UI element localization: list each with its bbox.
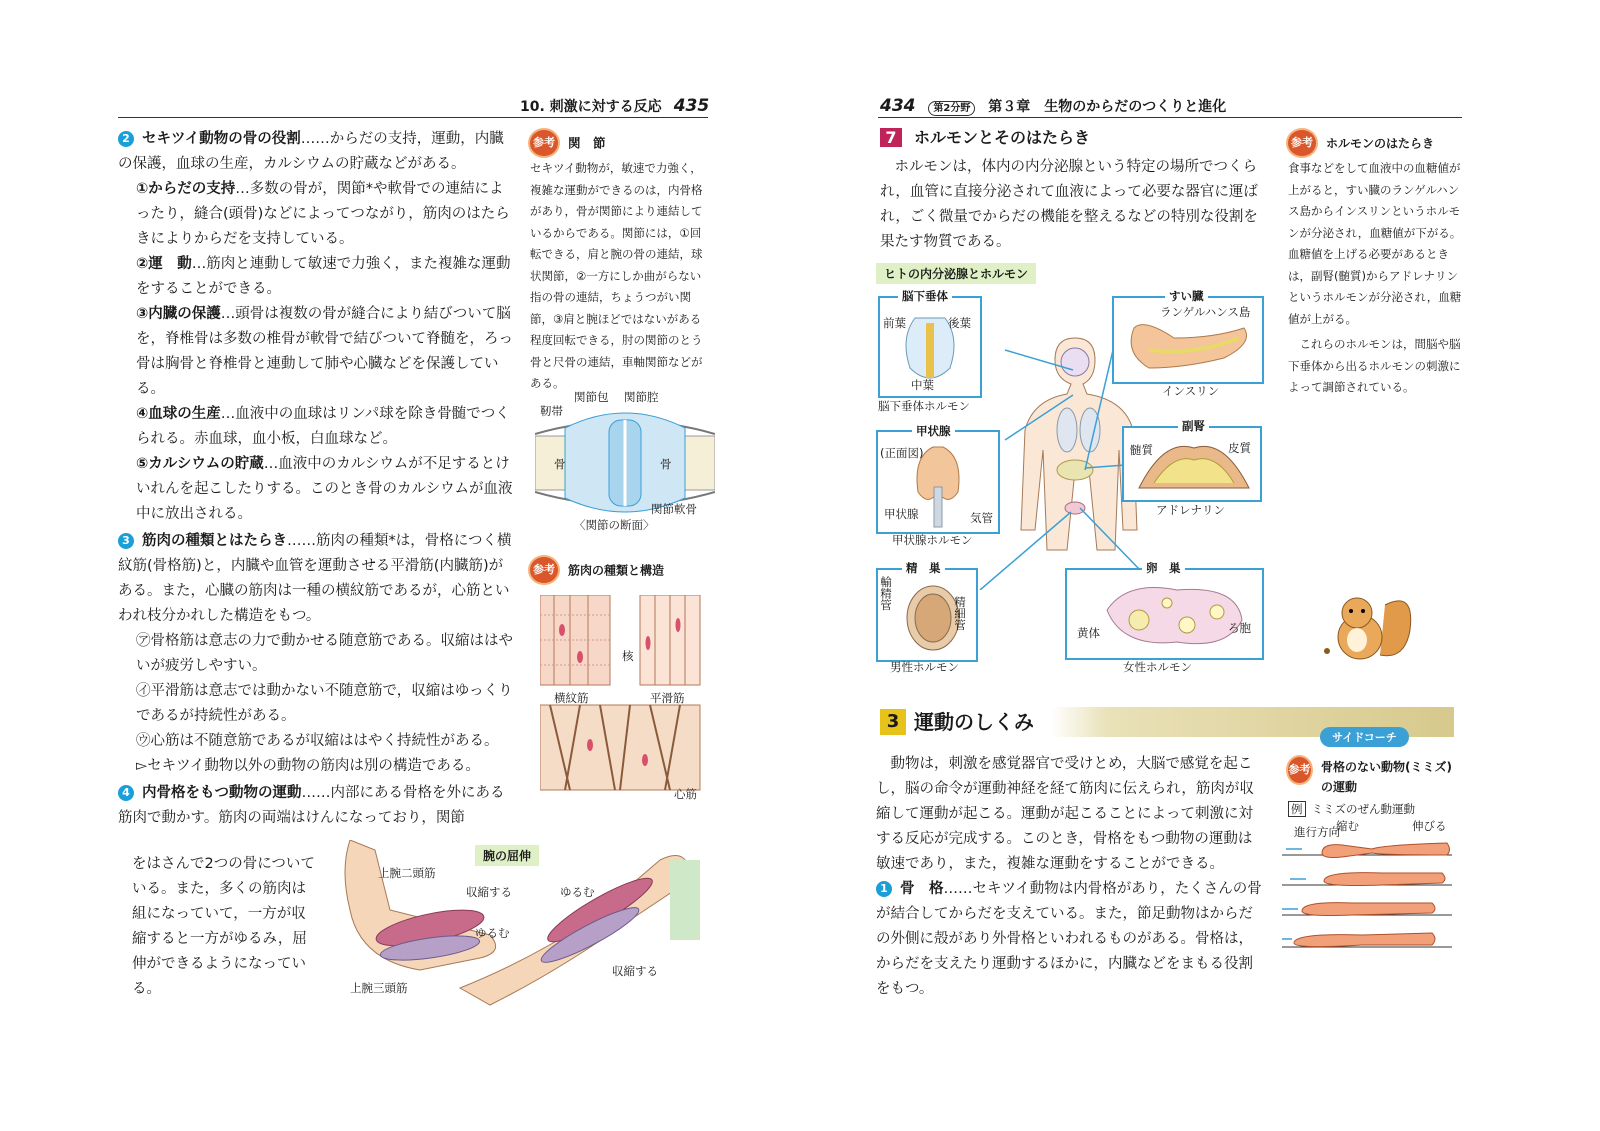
hormone-name: 甲状腺ホルモン (892, 533, 973, 547)
header-rule (118, 117, 708, 118)
earthworm-motion-drawing (1282, 835, 1452, 955)
label-view: (正面図) (880, 446, 924, 460)
side-title: 筋肉の種類と構造 (568, 563, 665, 578)
hormone-name: インスリン (1162, 384, 1220, 398)
side-title: 関 節 (568, 135, 606, 151)
label-trachea: 気管 (970, 511, 993, 525)
list-item: ㋒心筋は不随意筋であるが収縮ははやく持続性がある。 (136, 733, 499, 749)
page-header (880, 96, 1226, 116)
label-duct: 輸精管 (879, 576, 893, 611)
section-title: 内骨格をもつ動物の運動 (142, 785, 302, 801)
list-item: ③内臓の保護…頭骨は複数の骨が縫合により結びついて脳を，脊椎骨は多数の椎骨が軟骨で結びついて脊髄を，ろっ骨は胸骨と脊椎骨と連動して肺や心臓などを保護している。 (136, 306, 513, 397)
bone-paragraph (876, 877, 1266, 1002)
chapter-title: 第３章 生物のからだのつくりと進化 (988, 99, 1227, 115)
field-badge: 第2分野 (928, 101, 975, 116)
hormone-name: 男性ホルモン (890, 660, 959, 674)
cardiac-muscle-drawing (540, 705, 700, 790)
section-title: 筋肉の種類とはたらき (142, 533, 287, 549)
hormone-name: アドレナリン (1156, 503, 1225, 517)
section-intro: ……筋肉の種類*は，骨格につく横紋筋(骨格筋)と，内臓や血管を運動させる平滑筋(内臓筋)がある。また，心臓の筋肉は一種の横紋筋であるが，心筋といわれ枝分かれした構造をもつ。 (118, 533, 512, 624)
label-biceps: 上腕二頭筋 (378, 866, 436, 880)
label-triceps: 上腕三頭筋 (350, 981, 408, 995)
label-corpus: 黄体 (1077, 626, 1100, 640)
reference-badge: 参考 (1288, 757, 1311, 783)
list-item: ①からだの支持…多数の骨が，関節*や軟骨での連結によったり，縫合(頭骨)などによってつながり，筋肉のはたらきによりからだを支持している。 (136, 181, 510, 247)
label-direction: 進行方向 (1294, 825, 1340, 839)
section-3-text: 動物は，刺激を感覚器官で受けとめ，大脳で感覚を起こし，脳の命令が運動神経を経て筋肉に伝えられ，筋肉が収縮して運動が起こる。運動が起こることによって刺激に対する反応が完成する。このとき，骨格をもつ動物の運動は敏速であり，また，複雑な運動をすることができる。 (876, 756, 1254, 872)
smooth-muscle-drawing (640, 595, 700, 685)
section-number: 3 (118, 533, 134, 549)
list-item: ⑤カルシウムの貯蔵…血液中のカルシウムが不足するとけいれんを起こしたりする。このとき骨のカルシウムが血液中に放出される。 (136, 456, 513, 522)
section-7-text: ホルモンは，体内の内分泌腺という特定の場所でつくられ，血管に直接分泌されて血液によって必要な器官に運ばれ，ごく微量でからだの機能を整えるなどの特別な役割を果たす物質である。 (880, 159, 1258, 250)
side-text: 食事などをして血液中の血糖値が上がると，すい臓のランゲルハンス島からインスリンというホルモンが分泌され，血糖値が下がる。血糖値を上げる必要があるときは，副腎(髄質)からアドレナリンというホルモンが分泌され，血糖値が上がる。 (1288, 161, 1462, 326)
page-header (520, 96, 709, 116)
section-4 (118, 781, 513, 831)
label-cavity: 関節腔 (624, 390, 659, 404)
label-contract: 収縮する (466, 885, 512, 899)
section-title: ホルモンとそのはたらき (914, 128, 1091, 147)
figure-tag: ヒトの内分泌腺とホルモン (876, 263, 1036, 284)
list-item: ②運 動…筋肉と連動して敏速で力強く，また複雑な運動をすることができる。 (136, 256, 511, 297)
box-title: すい臓 (1165, 288, 1208, 304)
section-2 (118, 127, 513, 177)
label-capsule: 関節包 (574, 390, 609, 404)
header-title: 10. 刺激に対する反応 (520, 99, 662, 115)
label-follicle: ろ胞 (1228, 621, 1251, 635)
side-title: ホルモンのはたらき (1326, 136, 1435, 151)
list-item: ▻セキツイ動物以外の動物の筋肉は別の構造である。 (136, 758, 480, 774)
adrenal-drawing (1124, 428, 1260, 500)
page-number: 434 (880, 96, 916, 116)
side-note-hormone (1288, 130, 1463, 399)
label-thyroid: 甲状腺 (884, 507, 919, 521)
section-4-continued: をはさんで2つの骨についている。また，多くの筋肉は組になっていて，一方が収縮すると一方がゆるみ，屈伸ができるようになっている。 (132, 856, 315, 997)
hormone-name: 女性ホルモン (1123, 660, 1192, 674)
figure-caption: 〈関節の断面〉 (574, 518, 655, 532)
side-text: これらのホルモンは，間脳や脳下垂体から出るホルモンの刺激によって調節されている。 (1288, 337, 1461, 394)
side-note-joint (530, 130, 712, 395)
label-medulla: 髄質 (1130, 443, 1153, 457)
label-contract: 収縮する (612, 964, 658, 978)
label-tubule: 精細管 (953, 596, 967, 631)
label-nucleus: 核 (622, 649, 634, 663)
label-cardiac: 心筋 (674, 787, 697, 801)
hormone-name: 脳下垂体ホルモン (878, 399, 970, 413)
list-item: ④血球の生産…血液中の血球はリンパ球を除き骨髄でつくられる。赤血球，血小板，白血球など。 (136, 406, 510, 447)
reference-badge: 参考 (530, 557, 558, 583)
label-smooth: 平滑筋 (650, 691, 685, 705)
striated-muscle-drawing (540, 595, 610, 685)
section-number: 4 (118, 785, 134, 801)
side-coach-badge: サイドコーチ (1320, 727, 1409, 747)
label-back-lobe: 後葉 (948, 316, 971, 330)
bullet-title: 骨 格 (900, 881, 944, 897)
section-3 (118, 529, 513, 629)
ovary-box (1065, 568, 1264, 660)
section-7-heading (880, 125, 1090, 148)
box-title: 精 巣 (902, 560, 945, 576)
side-note-earthworm (1288, 757, 1458, 817)
adrenal-box (1122, 426, 1262, 502)
bullet-number: 1 (876, 881, 892, 897)
example-text: ミミズのぜん動運動 (1311, 802, 1415, 816)
list-item: ㋐骨格筋は意志の力で動かせる随意筋である。収縮ははやいが疲労しやすい。 (136, 633, 513, 674)
reference-badge: 参考 (1288, 130, 1316, 156)
page-number: 435 (673, 96, 710, 116)
squirrel-mascot (1315, 585, 1415, 665)
box-title: 脳下垂体 (898, 288, 952, 304)
section-number: 2 (118, 131, 134, 147)
label-middle-lobe: 中葉 (911, 378, 934, 392)
section-intro: ……内部にある骨格を外にある筋肉で動かす。筋肉の両端はけんになっており，関節 (118, 785, 505, 826)
reference-badge: 参考 (530, 130, 558, 156)
side-note-muscle (530, 557, 712, 583)
section-title: 運動のしくみ (914, 710, 1034, 734)
label-bone: 骨 (554, 457, 566, 471)
box-title: 副腎 (1178, 418, 1209, 434)
box-title: 甲状腺 (912, 423, 955, 439)
example-marker: 例 (1288, 801, 1306, 817)
label-cartilage: 関節軟骨 (651, 502, 697, 516)
figure-tag: 腕の屈伸 (475, 845, 539, 866)
section-title: セキツイ動物の骨の役割 (142, 131, 301, 147)
box-title: 卵 巣 (1142, 560, 1185, 576)
side-title: 骨格のない動物(ミミズ)の運動 (1320, 760, 1452, 794)
section-intro: ……からだの支持，運動，内臓の保護，血球の生産，カルシウムの貯蔵などがある。 (118, 131, 504, 172)
label-cortex: 皮質 (1228, 441, 1251, 455)
main-column (118, 127, 513, 831)
label-islet: ランゲルハンス島 (1160, 305, 1251, 319)
bullet-text: ……セキツイ動物は内骨格があり，たくさんの骨が結合してからだを支えている。また，節足動物はからだの外側に殻があり外骨格といわれるものがある。骨格は，からだを支えたり運動するほかに，内臓などをまもる役割をもつ。 (876, 881, 1262, 997)
ovary-drawing (1067, 570, 1262, 658)
label-ligament: 靭帯 (540, 404, 563, 418)
label-shrink: 縮む (1336, 819, 1359, 833)
label-relax: ゆるむ (475, 926, 510, 940)
label-stretch: 伸びる (1412, 819, 1447, 833)
label-front-lobe: 前葉 (883, 316, 906, 330)
section-number: 7 (880, 128, 902, 147)
side-text: セキツイ動物が，敏速で力強く，複雑な運動ができるのは，内骨格があり，骨が関節により連結しているからである。関節には，①回転できる，肩と腕の骨の連結，球状関節，②一方にしか曲がらない指の骨の連結，ちょうつがい関節，③肩と腕ほどではないがある程度回転できる，肘の関節のとう骨と尺骨の連結，車軸関節などがある。 (530, 161, 703, 390)
list-item: ㋑平滑筋は意志では動かない不随意筋で，収縮はゆっくりであるが持続性がある。 (136, 683, 513, 724)
header-rule (878, 117, 1462, 118)
label-bone: 骨 (660, 457, 672, 471)
label-relax: ゆるむ (560, 885, 595, 899)
right-page (800, 0, 1600, 1131)
label-striated: 横紋筋 (554, 691, 589, 705)
section-number: 3 (880, 709, 906, 735)
